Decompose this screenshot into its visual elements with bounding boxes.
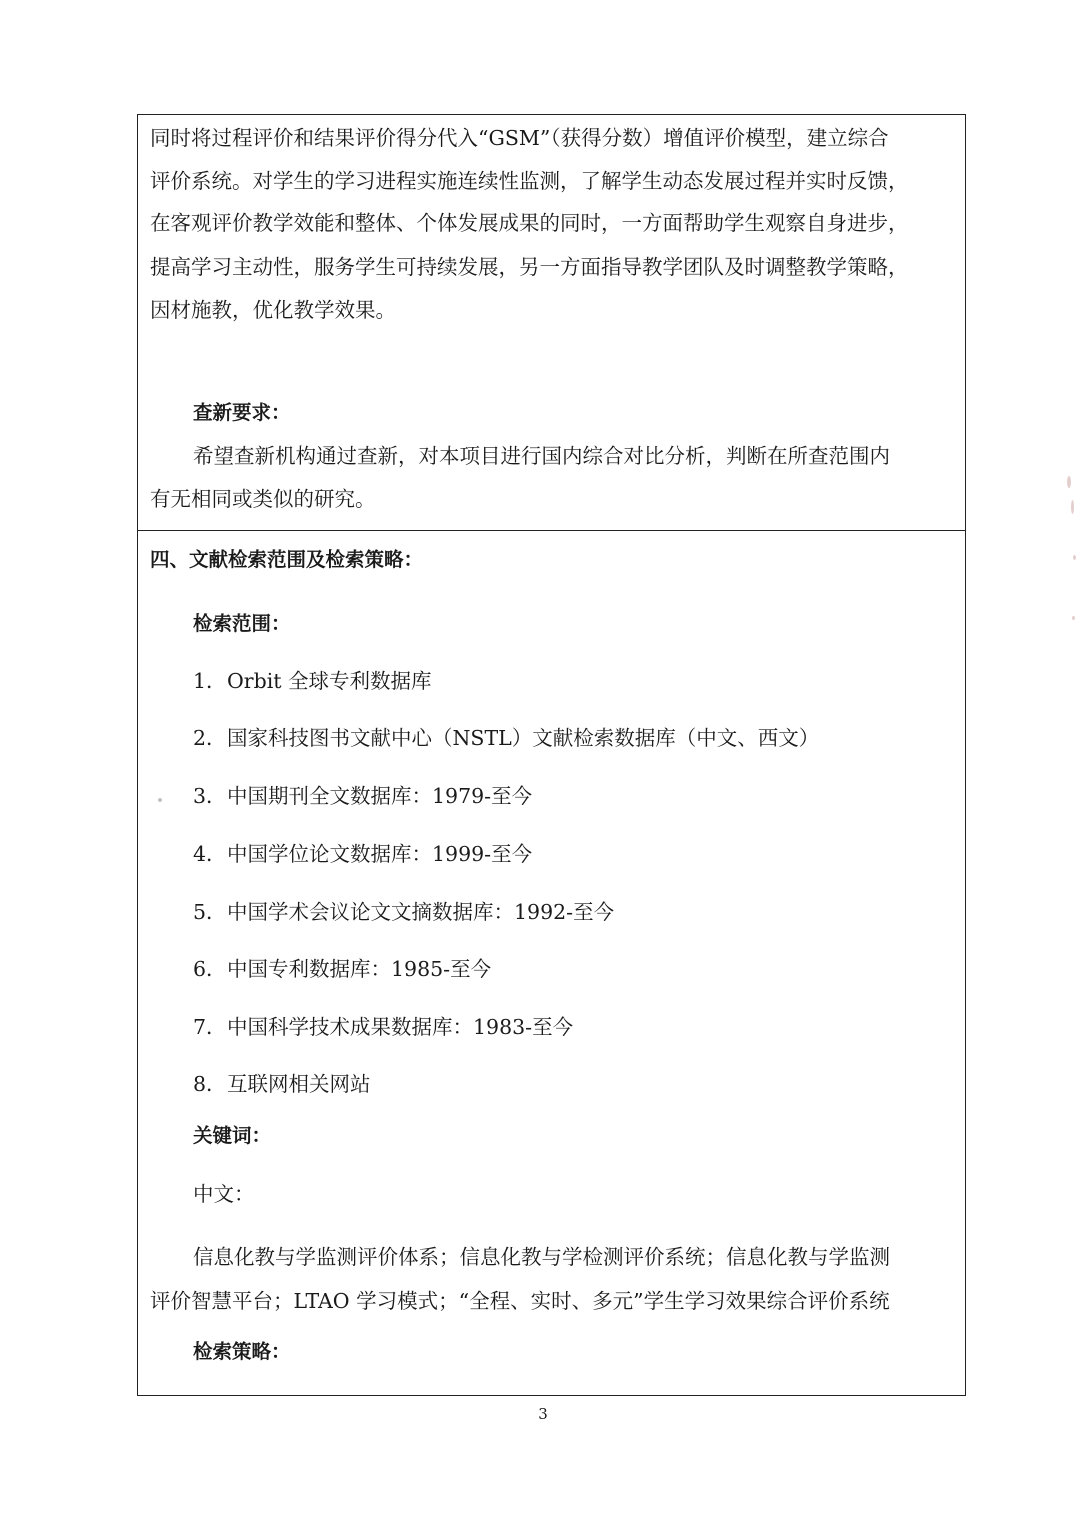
database-item [193,1012,573,1042]
item-text: 中国科学技术成果数据库：1983-至今 [227,1015,574,1039]
paragraph-line: 同时将过程评价和结果评价得分代入“GSM”（获得分数）增值评价模型，建立综合 [150,126,889,150]
keyword-line: 评价智慧平台；LTAO 学习模式；“全程、实时、多元”学生学习效果综合评价系统 [150,1289,890,1313]
paragraph-line: 提高学习主动性，服务学生可持续发展，另一方面指导教学团队及时调整教学策略， [150,255,909,279]
scan-mark [158,798,162,802]
database-item [193,954,491,984]
scope-heading: 检索范围： [193,612,291,635]
scan-mark [1072,616,1075,620]
database-item [193,1069,371,1099]
item-number: 3． [193,784,227,808]
database-item [193,839,532,869]
item-number: 5． [193,900,227,924]
scan-mark [1067,476,1071,488]
item-text: 中国学位论文数据库：1999-至今 [227,842,533,866]
item-text: 国家科技图书文献中心（NSTL）文献检索数据库（中文、西文） [227,726,820,750]
keywords-heading: 关键词： [193,1124,272,1147]
strategy-heading: 检索策略： [193,1340,291,1363]
paragraph-line: 因材施教，优化教学效果。 [150,298,396,322]
database-item [193,723,819,753]
item-number: 2． [193,726,227,750]
paragraph-line: 评价系统。对学生的学习进程实施连续性监测，了解学生动态发展过程并实时反馈， [150,169,909,193]
requirement-line: 有无相同或类似的研究。 [150,487,376,511]
paragraph-line: 在客观评价教学效能和整体、个体发展成果的同时，一方面帮助学生观察自身进步， [150,211,909,235]
scan-mark [1071,500,1074,514]
chinese-label: 中文： [193,1182,255,1206]
section-4-heading: 四、文献检索范围及检索策略： [150,548,424,571]
item-text: 中国专利数据库：1985-至今 [227,957,492,981]
database-item [193,897,614,927]
item-text: 中国学术会议论文文摘数据库：1992-至今 [227,900,615,924]
item-number: 7． [193,1015,227,1039]
item-number: 4． [193,842,227,866]
page-number: 3 [538,1405,548,1423]
scan-mark [1073,555,1076,560]
keyword-line: 信息化教与学监测评价体系；信息化教与学检测评价系统；信息化教与学监测 [193,1245,890,1269]
requirement-line: 希望查新机构通过查新，对本项目进行国内综合对比分析，判断在所查范围内 [193,444,890,468]
item-text: 中国期刊全文数据库：1979-至今 [227,784,533,808]
item-number: 8． [193,1072,227,1096]
item-number: 1． [193,669,227,693]
database-item [193,666,432,696]
item-text: Orbit 全球专利数据库 [227,669,432,693]
item-text: 互联网相关网站 [227,1072,371,1096]
database-item [193,781,532,811]
requirement-heading: 查新要求： [193,401,291,424]
item-number: 6． [193,957,227,981]
